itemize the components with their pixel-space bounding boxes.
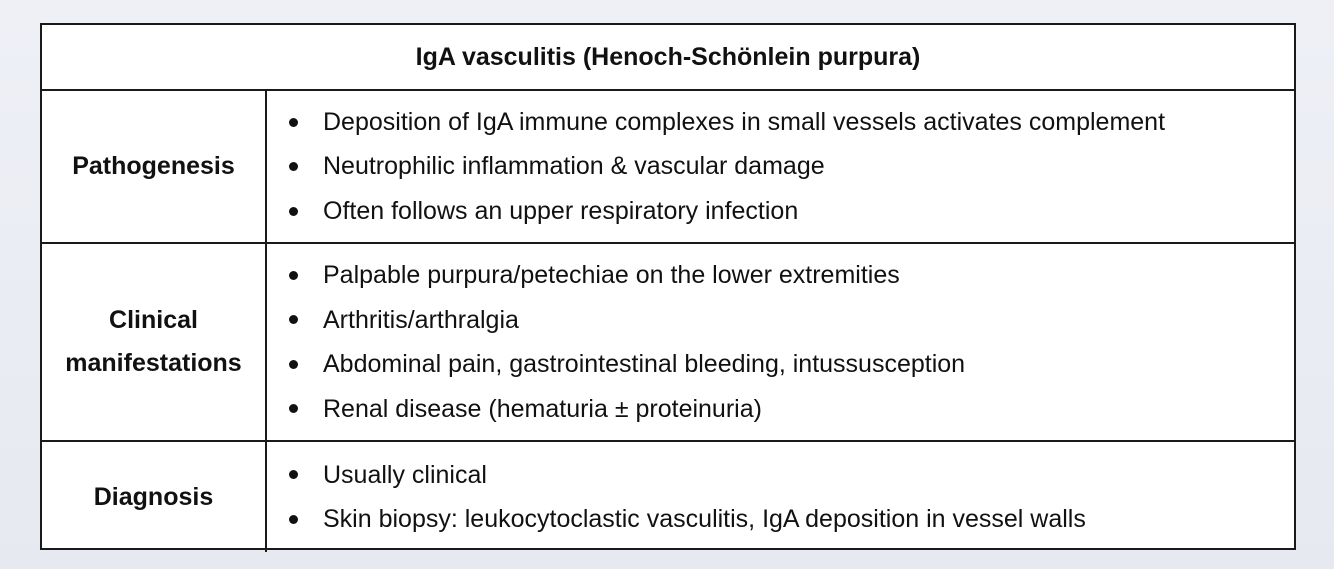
row-label-clinical-manifestations: [42, 244, 267, 440]
row-label-line: Diagnosis: [93, 482, 214, 511]
list-item: [284, 189, 1165, 234]
table-title-text: IgA vasculitis (Henoch-Schönlein purpura): [415, 42, 921, 71]
bullet-icon: [289, 271, 298, 280]
bullet-icon: [289, 470, 298, 479]
bullet-list: [284, 100, 1165, 234]
bullet-icon: [289, 315, 298, 324]
list-item-text: Arthritis/arthralgia: [323, 305, 519, 334]
bullet-icon: [289, 360, 298, 369]
bullet-icon: [289, 515, 298, 524]
table-row-pathogenesis: [42, 91, 1294, 244]
list-item-text: Neutrophilic inflammation & vascular damage: [323, 152, 825, 181]
list-item: [284, 453, 1086, 498]
row-label-line: Pathogenesis: [72, 152, 235, 180]
list-item: [284, 497, 1086, 542]
list-item-text: Renal disease (hematuria ± proteinuria): [323, 394, 762, 423]
row-label-pathogenesis: [42, 91, 267, 242]
row-label-line: Clinical: [109, 306, 198, 334]
bullet-icon: [289, 404, 298, 413]
bullet-list: [284, 453, 1086, 542]
list-item-text: Skin biopsy: leukocytoclastic vasculitis, IgA deposition in vessel walls: [323, 505, 1086, 533]
list-item-text: Palpable purpura/petechiae on the lower extremities: [323, 261, 900, 289]
row-content-clinical-manifestations: [267, 244, 1294, 440]
list-item-text: Abdominal pain, gastrointestinal bleeding, intussusception: [323, 350, 966, 378]
list-item-text: Often follows an upper respiratory infection: [323, 196, 799, 225]
table-row-clinical-manifestations: [42, 244, 1294, 442]
row-content-diagnosis: [267, 442, 1294, 552]
list-item-text: Deposition of IgA immune complexes in small vessels activates complement: [323, 107, 1166, 136]
bullet-icon: [289, 207, 298, 216]
table-row-diagnosis: [42, 442, 1294, 552]
list-item: [284, 253, 965, 298]
row-label-line: manifestations: [65, 349, 242, 377]
summary-table: [40, 23, 1296, 550]
bullet-icon: [289, 162, 298, 171]
list-item: [284, 342, 965, 387]
bullet-list: [284, 253, 965, 431]
list-item-text: Usually clinical: [323, 460, 487, 489]
list-item: [284, 100, 1165, 145]
row-label-diagnosis: [42, 442, 267, 552]
row-content-pathogenesis: [267, 91, 1294, 242]
bullet-icon: [289, 118, 298, 127]
list-item: [284, 144, 1165, 189]
list-item: [284, 298, 965, 343]
list-item: [284, 387, 965, 432]
table-title: [42, 25, 1294, 91]
